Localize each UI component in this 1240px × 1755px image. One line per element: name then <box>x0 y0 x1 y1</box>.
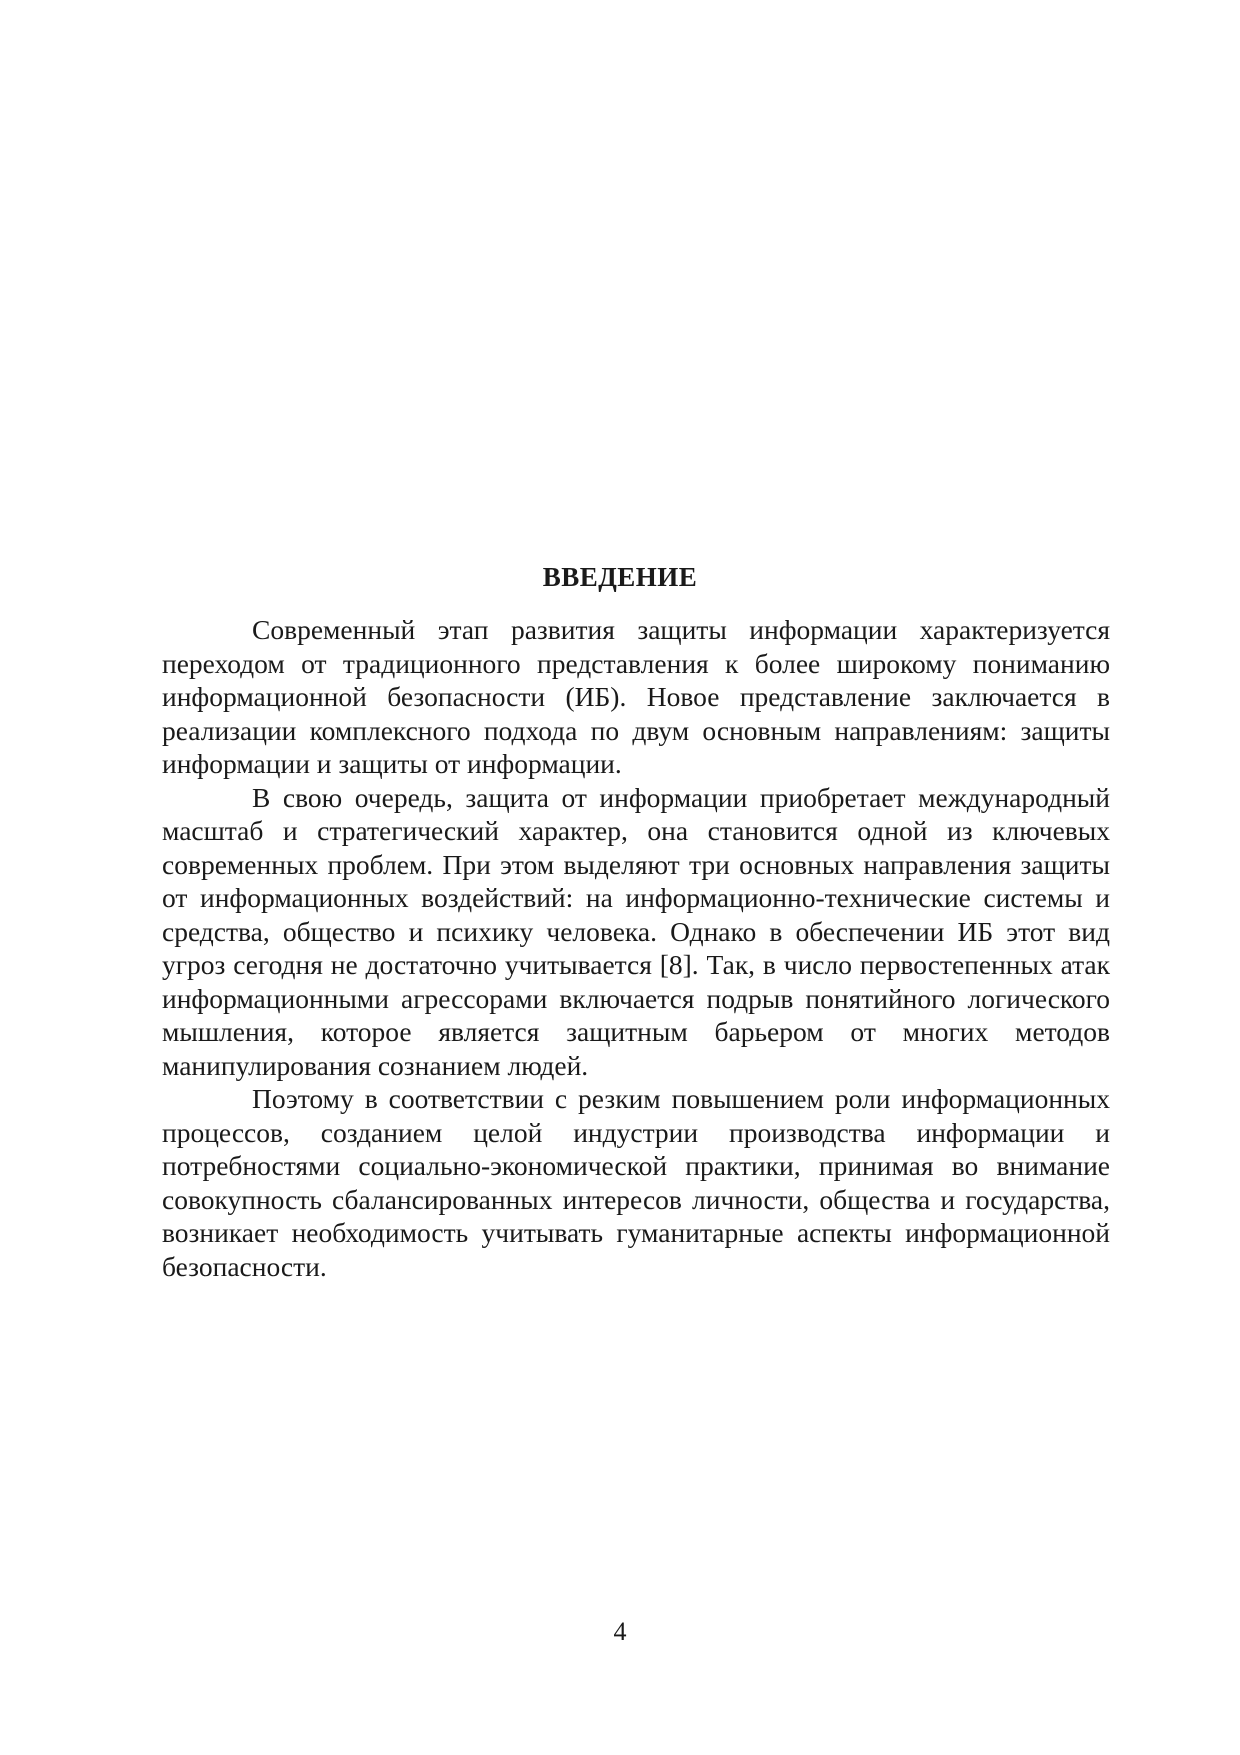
paragraph-3: Поэтому в соответствии с резким повышением роли информационных процессов, созданием целой индустрии производства информации и потребностями социально-экономической практики, принимая во внимание совокупность сбалансированных интересов личности, общества и государства, возникает необходимость учитывать гуманитарные аспекты информационной безопасности. <box>162 1083 1110 1282</box>
paragraph-2: В свою очередь, защита от информации приобретает международный масштаб и стратегический характер, она становится одной из ключевых современных проблем. При этом выделяют три основных направления защиты от информационных воздействий: на информационно-технические системы и средства, общество и психику человека. Однако в обеспечении ИБ этот вид угроз сегодня не достаточно учитывается [8]. Так, в число первостепенных атак информационными агрессорами включается подрыв понятийного логического мышления, которое является защитным барьером от многих методов манипулирования сознанием людей. <box>162 781 1110 1081</box>
section-heading: ВВЕДЕНИЕ <box>542 562 698 592</box>
body-text <box>162 613 1110 1283</box>
paragraph-1: Современный этап развития защиты информации характеризуется переходом от традиционного представления к более широкому пониманию информационной безопасности (ИБ). Новое представление заключается в реализации комплексного подхода по двум основным направлениям: защиты информации и защиты от информации. <box>162 614 1110 779</box>
page-number: 4 <box>613 1617 627 1646</box>
